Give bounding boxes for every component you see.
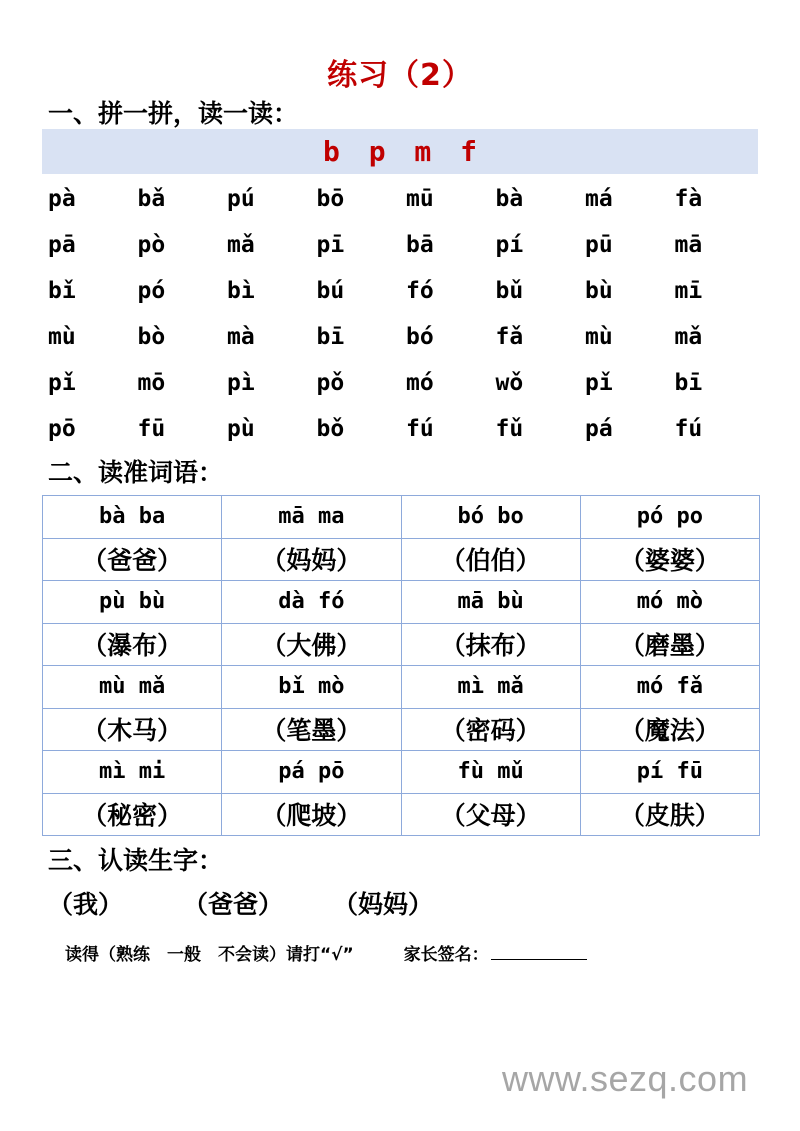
pinyin-syllable: mó bbox=[406, 370, 434, 396]
pinyin-syllable: pú bbox=[227, 186, 255, 212]
word-hanzi: （秘密） bbox=[43, 793, 222, 836]
signature-label: 家长签名： bbox=[403, 945, 489, 965]
word-pinyin: fù mǔ bbox=[401, 751, 580, 794]
word-hanzi: （笔墨） bbox=[222, 708, 401, 751]
pinyin-syllable: mà bbox=[227, 324, 255, 350]
pinyin-syllable: bù bbox=[585, 278, 613, 304]
hanzi-row bbox=[43, 538, 760, 581]
reading-instruction: 读得（熟练 一般 不会读）请打“√” bbox=[65, 945, 354, 965]
pinyin-syllable: fǔ bbox=[495, 416, 524, 442]
word-pinyin: pó po bbox=[580, 496, 759, 539]
word-hanzi: （皮肤） bbox=[580, 793, 759, 836]
word-pinyin: mì mǎ bbox=[401, 666, 580, 709]
grid-row bbox=[48, 222, 768, 268]
pinyin-syllable: mǎ bbox=[674, 324, 703, 350]
word-hanzi: （密码） bbox=[401, 708, 580, 751]
initials-band: b p m f bbox=[42, 129, 758, 174]
word-pinyin: mù mǎ bbox=[43, 666, 222, 709]
word-pinyin: dà fó bbox=[222, 581, 401, 624]
pinyin-row bbox=[43, 581, 760, 624]
pinyin-syllable: pā bbox=[48, 232, 76, 258]
hanzi-row bbox=[43, 793, 760, 836]
pinyin-row bbox=[43, 751, 760, 794]
pinyin-syllable: mō bbox=[137, 370, 166, 396]
word-pinyin: mā ma bbox=[222, 496, 401, 539]
pinyin-syllable: bō bbox=[316, 186, 345, 212]
pinyin-grid bbox=[48, 176, 768, 452]
words-table bbox=[42, 495, 760, 836]
word-hanzi: （爬坡） bbox=[222, 793, 401, 836]
pinyin-row bbox=[43, 666, 760, 709]
pinyin-syllable: bī bbox=[674, 370, 703, 396]
pinyin-syllable: bú bbox=[316, 278, 345, 304]
section-two-heading: 二、读准词语： bbox=[48, 458, 224, 487]
pinyin-syllable: bì bbox=[227, 278, 255, 304]
pinyin-syllable: fǎ bbox=[495, 324, 524, 350]
footer-line bbox=[65, 940, 587, 965]
grid-row bbox=[48, 314, 768, 360]
hanzi-row bbox=[43, 708, 760, 751]
pinyin-syllable: fú bbox=[406, 416, 434, 442]
pinyin-syllable: fà bbox=[674, 186, 703, 212]
word-pinyin: mó mò bbox=[580, 581, 759, 624]
pinyin-syllable: bā bbox=[406, 232, 434, 258]
word-hanzi: （磨墨） bbox=[580, 623, 759, 666]
pinyin-syllable: bò bbox=[137, 324, 166, 350]
char-item: （爸爸） bbox=[183, 890, 284, 919]
pinyin-syllable: má bbox=[585, 186, 613, 212]
grid-row bbox=[48, 176, 768, 222]
pinyin-syllable: fó bbox=[406, 278, 434, 304]
pinyin-syllable: bǎ bbox=[137, 186, 166, 212]
word-pinyin: pí fū bbox=[580, 751, 759, 794]
word-pinyin: mā bù bbox=[401, 581, 580, 624]
word-hanzi: （木马） bbox=[43, 708, 222, 751]
pinyin-syllable: pà bbox=[48, 186, 76, 212]
grid-row bbox=[48, 268, 768, 314]
pinyin-syllable: mù bbox=[585, 324, 613, 350]
pinyin-syllable: bà bbox=[495, 186, 524, 212]
page-title: 练习（2） bbox=[327, 58, 473, 93]
word-hanzi: （伯伯） bbox=[401, 538, 580, 581]
pinyin-syllable: pǒ bbox=[316, 370, 345, 396]
word-pinyin: mó fǎ bbox=[580, 666, 759, 709]
word-pinyin: pá pō bbox=[222, 751, 401, 794]
word-hanzi: （瀑布） bbox=[43, 623, 222, 666]
pinyin-syllable: mū bbox=[406, 186, 434, 212]
new-characters bbox=[48, 885, 433, 921]
pinyin-syllable: bǐ bbox=[48, 278, 76, 304]
word-hanzi: （妈妈） bbox=[222, 538, 401, 581]
pinyin-syllable: bó bbox=[406, 324, 434, 350]
signature-field[interactable] bbox=[491, 943, 587, 960]
pinyin-syllable: pò bbox=[137, 232, 166, 258]
pinyin-syllable: wǒ bbox=[495, 370, 524, 396]
word-hanzi: （抹布） bbox=[401, 623, 580, 666]
pinyin-syllable: pá bbox=[585, 416, 613, 442]
hanzi-row bbox=[43, 623, 760, 666]
word-pinyin: bǐ mò bbox=[222, 666, 401, 709]
char-item: （我） bbox=[48, 890, 124, 919]
pinyin-syllable: pó bbox=[137, 278, 166, 304]
pinyin-syllable: bī bbox=[316, 324, 345, 350]
pinyin-syllable: pì bbox=[227, 370, 255, 396]
pinyin-syllable: bǔ bbox=[495, 278, 524, 304]
pinyin-row bbox=[43, 496, 760, 539]
grid-row bbox=[48, 406, 768, 452]
pinyin-syllable: fū bbox=[137, 416, 166, 442]
word-pinyin: bà ba bbox=[43, 496, 222, 539]
pinyin-syllable: pǐ bbox=[585, 370, 613, 396]
word-hanzi: （魔法） bbox=[580, 708, 759, 751]
pinyin-syllable: pī bbox=[316, 232, 345, 258]
watermark: www.sezq.com bbox=[502, 1058, 749, 1099]
pinyin-syllable: pū bbox=[585, 232, 613, 258]
pinyin-syllable: fú bbox=[674, 416, 703, 442]
pinyin-syllable: mù bbox=[48, 324, 76, 350]
pinyin-syllable: mǎ bbox=[227, 232, 255, 258]
section-three-heading: 三、认读生字： bbox=[48, 846, 224, 875]
word-hanzi: （大佛） bbox=[222, 623, 401, 666]
section-one-heading: 一、拼一拼，读一读： bbox=[48, 99, 299, 128]
pinyin-syllable: mā bbox=[674, 232, 703, 258]
pinyin-syllable: pí bbox=[495, 232, 524, 258]
word-pinyin: mì mi bbox=[43, 751, 222, 794]
pinyin-syllable: mī bbox=[674, 278, 703, 304]
word-hanzi: （爸爸） bbox=[43, 538, 222, 581]
word-hanzi: （父母） bbox=[401, 793, 580, 836]
word-pinyin: bó bo bbox=[401, 496, 580, 539]
char-item: （妈妈） bbox=[333, 890, 434, 919]
grid-row bbox=[48, 360, 768, 406]
pinyin-syllable: bǒ bbox=[316, 416, 345, 442]
word-pinyin: pù bù bbox=[43, 581, 222, 624]
pinyin-syllable: pō bbox=[48, 416, 76, 442]
pinyin-syllable: pǐ bbox=[48, 370, 76, 396]
word-hanzi: （婆婆） bbox=[580, 538, 759, 581]
pinyin-syllable: pù bbox=[227, 416, 255, 442]
